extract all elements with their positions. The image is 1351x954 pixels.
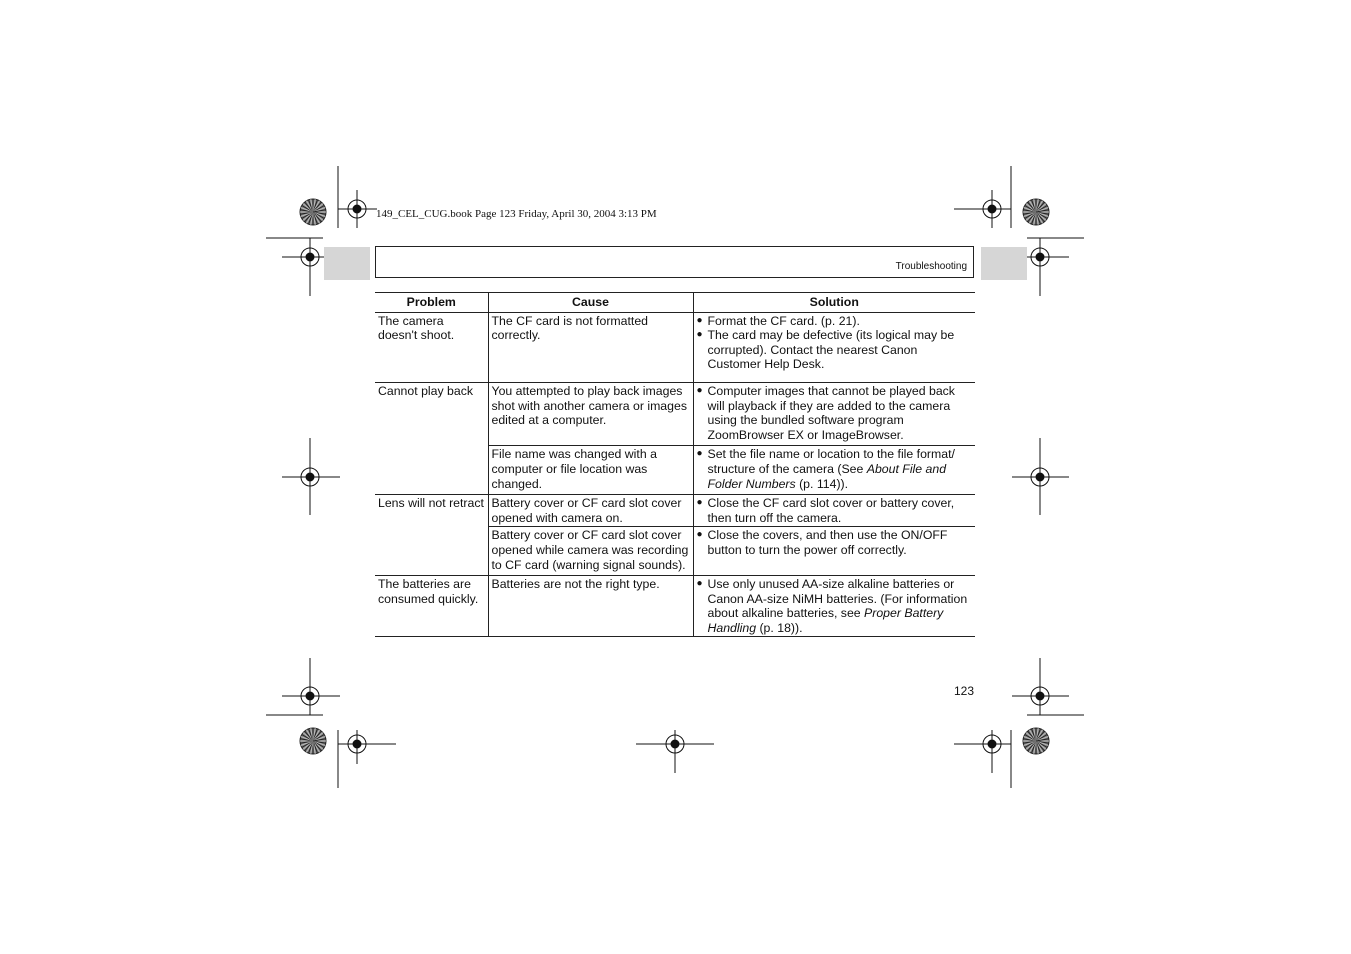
table-row [375, 312, 975, 382]
registration-mark-icon [338, 190, 377, 228]
solution-text-part: (p. 18)). [756, 620, 803, 635]
solution-reference-title: About File and Folder Numbers [707, 461, 947, 491]
solution-bullet [697, 577, 973, 635]
bullet-dot-icon: ● [696, 448, 703, 460]
color-target-icon [300, 199, 326, 225]
solution-text-part: Use only unused AA-size alkaline batteries or Canon AA-size NiMH batteries. (For information about alkaline batteries, see [707, 577, 968, 621]
registration-mark-icon [1012, 438, 1069, 515]
troubleshooting-table [375, 292, 975, 637]
solution-reference-title: Proper Battery Handling [707, 606, 944, 635]
running-header [375, 246, 974, 278]
bullet-dot-icon: ● [696, 314, 703, 326]
solution-text [708, 577, 973, 635]
registration-mark-icon [1012, 658, 1069, 715]
color-target-icon [1023, 728, 1049, 754]
cause-cell: File name was changed with a computer or file location was changed. [488, 446, 693, 495]
color-target-icon [300, 728, 326, 754]
column-header-cause: Cause [488, 293, 693, 313]
solution-cell [693, 576, 975, 637]
problem-cell: Cannot play back [375, 382, 488, 494]
solution-text [708, 447, 973, 491]
bullet-dot-icon: ● [696, 497, 703, 509]
column-header-solution: Solution [693, 293, 975, 313]
registration-mark-icon [282, 658, 340, 715]
registration-mark-icon [338, 730, 396, 764]
problem-cell: Lens will not retract [375, 495, 488, 576]
column-header-problem: Problem [375, 293, 488, 313]
solution-text: Format the CF card. (p. 21). [707, 313, 860, 328]
solution-bullet [697, 528, 973, 557]
table-header-row [375, 293, 975, 313]
table-row [375, 382, 975, 445]
cause-cell: You attempted to play back images shot with another camera or images edited at a computer. [488, 382, 693, 445]
solution-bullet [697, 328, 973, 372]
registration-mark-icon [282, 438, 340, 515]
solution-text: Close the covers, and then use the ON/OFF button to turn the power off correctly. [707, 528, 948, 557]
color-target-icon [1023, 199, 1049, 225]
cause-cell: The CF card is not formatted correctly. [488, 312, 693, 382]
registration-mark-icon [636, 730, 714, 773]
bullet-dot-icon: ● [696, 329, 703, 341]
solution-text: The card may be defective (its logical may be corrupted). Contact the nearest Canon Customer Help Desk. [707, 328, 955, 372]
solution-cell [693, 446, 975, 495]
solution-cell [693, 312, 975, 382]
solution-text-part: (p. 114)). [795, 476, 849, 491]
page-tab-right [981, 247, 1027, 280]
page-tab-left [324, 247, 370, 280]
problem-cell: The camera doesn't shoot. [375, 312, 488, 382]
registration-mark-icon [954, 190, 1011, 228]
solution-bullet [697, 447, 973, 491]
registration-mark-icon [954, 730, 1011, 773]
table-row [375, 576, 975, 637]
table-row [375, 495, 975, 527]
solution-text: Computer images that cannot be played back will playback if they are added to the camera using the bundled software program ZoomBrowser EX or ImageBrowser. [707, 383, 955, 442]
solution-text-part: Set the file name or location to the file format/ structure of the camera (See [707, 447, 955, 476]
cause-cell: Battery cover or CF card slot cover opened while camera was recording to CF card (warning signal sounds). [488, 527, 693, 576]
solution-cell [693, 527, 975, 576]
solution-text: Close the CF card slot cover or battery cover, then turn off the camera. [707, 496, 955, 525]
solution-cell [693, 495, 975, 527]
cause-cell: Battery cover or CF card slot cover opened with camera on. [488, 495, 693, 527]
bullet-dot-icon: ● [696, 384, 703, 396]
section-title: Troubleshooting [895, 261, 967, 272]
cause-cell: Batteries are not the right type. [488, 576, 693, 637]
solution-cell [693, 382, 975, 445]
solution-bullet [697, 314, 973, 329]
print-info: 149_CEL_CUG.book Page 123 Friday, April 30, 2004 3:13 PM [376, 208, 657, 220]
bullet-dot-icon: ● [696, 578, 703, 590]
bullet-dot-icon: ● [696, 529, 703, 541]
solution-bullet [697, 384, 973, 442]
solution-bullet [697, 496, 973, 525]
problem-cell: The batteries are consumed quickly. [375, 576, 488, 637]
page-number: 123 [954, 684, 975, 698]
